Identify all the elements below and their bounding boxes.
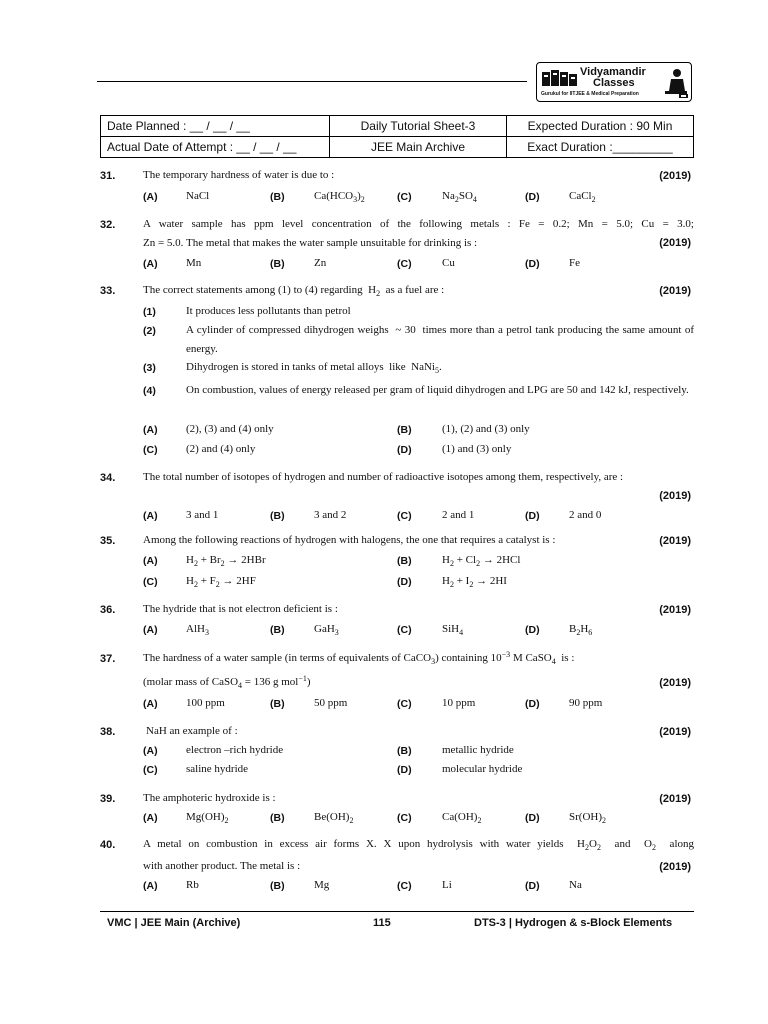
question-text-line1: A water sample has ppm level concentration of the following metals : Fe = 0.2; Mn = 5.0; Cu = 3.0; (143, 218, 694, 230)
question-text-line2: (molar mass of CaSO$_4$ = 136 g mol$^{-1}$) (143, 674, 311, 690)
option-a: $H_2 + Br_2 \to 2HBr$ (186, 554, 266, 568)
option-d: 2 and 0 (569, 509, 602, 521)
question-year: (2019) (659, 793, 691, 805)
statement-3: Dihydrogen is stored in tanks of metal alloys like NaNi$_5$. (186, 361, 442, 375)
option-d: molecular hydride (442, 763, 523, 775)
option-a: NaCl (186, 190, 210, 202)
option-label: (A) (143, 424, 158, 436)
option-d: $Sr(OH)_2$ (569, 811, 606, 825)
statement-2: A cylinder of compressed dihydrogen weighs ~ 30 times more than a petrol tank producing the same amount of energy. (186, 324, 694, 355)
question-number: 40. (100, 839, 116, 851)
statement-label: (2) (143, 325, 156, 337)
archive-label: JEE Main Archive (330, 137, 507, 158)
option-label: (A) (143, 555, 158, 567)
option-label: (B) (397, 424, 412, 436)
option-c: Cu (442, 257, 455, 269)
option-label: (D) (397, 576, 412, 588)
option-label: (A) (143, 880, 158, 892)
sheet-title: Daily Tutorial Sheet-3 (330, 116, 507, 137)
option-label: (C) (397, 191, 412, 203)
option-a: Mn (186, 257, 202, 269)
option-c: SiH$_4$ (442, 623, 464, 637)
statement-label: (3) (143, 362, 156, 374)
option-d: (1) and (3) only (442, 443, 512, 455)
option-c: Li (442, 879, 452, 891)
option-label: (B) (270, 812, 285, 824)
question-number: 38. (100, 726, 116, 738)
option-label: (B) (270, 624, 285, 636)
question-number: 33. (100, 285, 116, 297)
question-text: NaH an example of : (146, 725, 238, 737)
option-label: (A) (143, 745, 158, 757)
question-year: (2019) (659, 726, 691, 738)
option-a: 3 and 1 (186, 509, 219, 521)
question-number: 31. (100, 170, 116, 182)
option-a: AlH$_3$ (186, 623, 209, 637)
question-year: (2019) (659, 535, 691, 547)
option-c: 10 ppm (442, 697, 476, 709)
option-label: (C) (397, 510, 412, 522)
option-c: $Na_2SO_4$ (442, 190, 477, 204)
option-label: (C) (143, 444, 158, 456)
logo-brand-line2: Classes (593, 77, 635, 89)
logo-tagline: Gurukul for IITJEE & Medical Preparation (541, 91, 639, 97)
option-label: (B) (270, 191, 285, 203)
option-label: (D) (525, 698, 540, 710)
question-text: The total number of isotopes of hydrogen and number of radioactive isotopes among them, respectively, are : (143, 471, 624, 483)
option-label: (C) (397, 880, 412, 892)
sheet-info-table (100, 115, 694, 158)
question-year: (2019) (659, 604, 691, 616)
option-d: CaCl$_2$ (569, 190, 596, 204)
option-label: (A) (143, 191, 158, 203)
question-text: The temporary hardness of water is due to : (143, 169, 335, 181)
statement-label: (4) (143, 385, 156, 397)
option-label: (C) (143, 576, 158, 588)
question-text-line1: The hardness of a water sample (in terms of equivalents of CaCO$_3$) containing $10^{-3}$ M CaSO$_4$ is : (143, 650, 575, 666)
option-label: (B) (270, 698, 285, 710)
question-number: 34. (100, 472, 116, 484)
option-b: 50 ppm (314, 697, 348, 709)
option-label: (B) (270, 258, 285, 270)
option-label: (D) (525, 258, 540, 270)
option-a: (2), (3) and (4) only (186, 423, 274, 435)
question-text: The correct statements among (1) to (4) regarding $H_2$ as a fuel are : (143, 284, 445, 298)
option-label: (A) (143, 258, 158, 270)
option-label: (A) (143, 624, 158, 636)
option-c: (2) and (4) only (186, 443, 256, 455)
option-label: (C) (397, 258, 412, 270)
option-label: (C) (143, 764, 158, 776)
question-year: (2019) (659, 490, 691, 502)
option-a: electron –rich hydride (186, 744, 284, 756)
statement-1: It produces less pollutants than petrol (186, 305, 351, 317)
option-c: $Ca(OH)_2$ (442, 811, 482, 825)
option-label: (D) (525, 880, 540, 892)
option-label: (D) (525, 510, 540, 522)
option-d: Fe (569, 257, 580, 269)
option-c: $H_2 + F_2 \to 2HF$ (186, 575, 256, 589)
option-c: saline hydride (186, 763, 249, 775)
exact-duration: Exact Duration :_________ (507, 137, 694, 158)
option-d: Na (569, 879, 582, 891)
question-number: 32. (100, 219, 116, 231)
teacher-mascot-icon (661, 67, 689, 99)
option-label: (D) (525, 191, 540, 203)
footer-rule (100, 911, 694, 912)
question-number: 35. (100, 535, 116, 547)
question-year: (2019) (659, 237, 691, 249)
statement-4: On combustion, values of energy released per gram of liquid dihydrogen and LPG are 50 and 142 kJ, respectively. (186, 384, 689, 396)
expected-duration: Expected Duration : 90 Min (507, 116, 694, 137)
option-label: (C) (397, 698, 412, 710)
question-number: 37. (100, 653, 116, 665)
option-d: $H_2 + I_2 \to 2HI$ (442, 575, 507, 589)
statement-label: (1) (143, 306, 156, 318)
option-d: 90 ppm (569, 697, 603, 709)
logo-brand-line1: Vidyamandir (580, 66, 646, 78)
option-b: $Ca(HCO_3)_2$ (314, 190, 365, 204)
option-label: (B) (397, 745, 412, 757)
question-number: 39. (100, 793, 116, 805)
option-a: $Mg(OH)_2$ (186, 811, 229, 825)
footer-left: VMC | JEE Main (Archive) (107, 917, 241, 929)
question-text-line2: with another product. The metal is : (143, 860, 301, 872)
option-label: (D) (397, 444, 412, 456)
question-text: The hydride that is not electron deficient is : (143, 603, 338, 615)
option-b: $H_2 + Cl_2 \to 2HCl$ (442, 554, 521, 568)
option-a: 100 ppm (186, 697, 225, 709)
question-year: (2019) (659, 285, 691, 297)
option-label: (B) (397, 555, 412, 567)
footer-right: DTS-3 | Hydrogen & s-Block Elements (474, 917, 673, 929)
option-b: $Be(OH)_2$ (314, 811, 354, 825)
option-label: (D) (397, 764, 412, 776)
question-text: The amphoteric hydroxide is : (143, 792, 276, 804)
question-year: (2019) (659, 170, 691, 182)
date-planned: Date Planned : __ / __ / __ (101, 116, 330, 137)
option-b: Mg (314, 879, 330, 891)
option-b: GaH$_3$ (314, 623, 339, 637)
page-number: 115 (373, 917, 391, 929)
option-label: (D) (525, 812, 540, 824)
option-a: Rb (186, 879, 199, 891)
books-icon (541, 68, 579, 88)
question-number: 36. (100, 604, 116, 616)
question-text-line2: Zn = 5.0. The metal that makes the water sample unsuitable for drinking is : (143, 237, 478, 249)
actual-date: Actual Date of Attempt : __ / __ / __ (101, 137, 330, 158)
option-d: $B_2H_6$ (569, 623, 593, 637)
question-text-line1: A metal on combustion in excess air forms X. X upon hydrolysis with water yields $H_2O_2$ and $O_2$ along (143, 838, 694, 852)
vidyamandir-logo (536, 62, 692, 102)
option-b: metallic hydride (442, 744, 514, 756)
option-c: 2 and 1 (442, 509, 475, 521)
question-year: (2019) (659, 861, 691, 873)
option-b: 3 and 2 (314, 509, 347, 521)
option-label: (D) (525, 624, 540, 636)
option-label: (B) (270, 880, 285, 892)
option-label: (B) (270, 510, 285, 522)
option-label: (A) (143, 812, 158, 824)
option-label: (A) (143, 698, 158, 710)
question-year: (2019) (659, 677, 691, 689)
header-rule (97, 81, 527, 82)
option-b: (1), (2) and (3) only (442, 423, 530, 435)
option-label: (A) (143, 510, 158, 522)
question-text: Among the following reactions of hydrogen with halogens, the one that requires a catalyst is : (143, 534, 556, 546)
option-label: (C) (397, 624, 412, 636)
option-label: (C) (397, 812, 412, 824)
option-b: Zn (314, 257, 327, 269)
